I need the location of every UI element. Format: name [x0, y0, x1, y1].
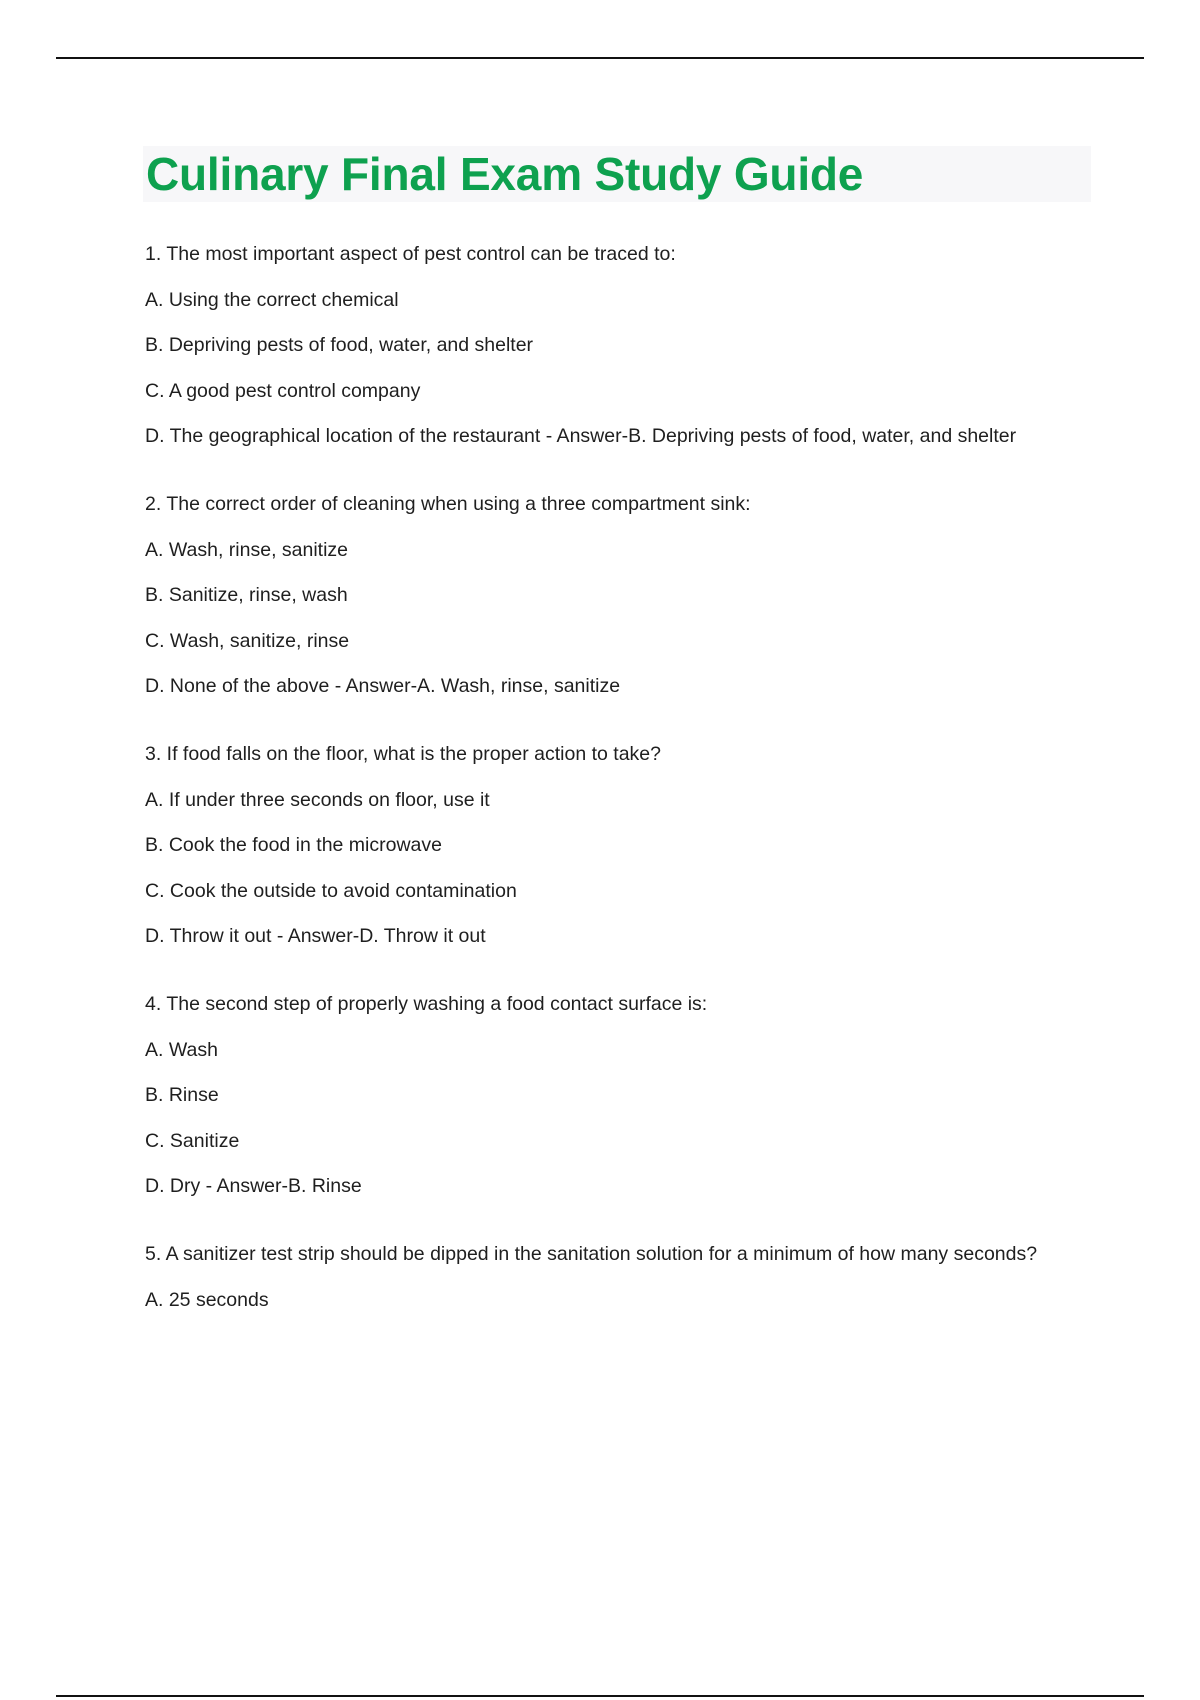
answer-option: A. If under three seconds on floor, use it	[145, 788, 490, 811]
answer-option: D. The geographical location of the restaurant - Answer-B. Depriving pests of food, water, and shelter	[145, 425, 1017, 447]
answer-option: A. Wash, rinse, sanitize	[145, 538, 349, 561]
answer-option: B. Depriving pests of food, water, and shelter	[145, 334, 534, 356]
question-prompt: 2. The correct order of cleaning when using a three compartment sink:	[145, 493, 751, 515]
bottom-rule	[56, 1695, 1144, 1697]
answer-option: B. Cook the food in the microwave	[145, 834, 442, 856]
question-1	[145, 243, 1145, 447]
answer-option: B. Sanitize, rinse, wash	[145, 584, 348, 606]
question-prompt: 5. A sanitizer test strip should be dipped in the sanitation solution for a minimum of how many seconds?	[145, 1243, 1038, 1265]
answer-option: C. A good pest control company	[145, 379, 421, 402]
answer-option: A. Wash	[145, 1038, 218, 1061]
top-rule	[56, 57, 1144, 59]
question-2	[145, 493, 1145, 697]
question-prompt: 4. The second step of properly washing a food contact surface is:	[145, 993, 708, 1015]
question-list	[145, 243, 1145, 1357]
answer-option: C. Sanitize	[145, 1129, 240, 1152]
question-prompt: 1. The most important aspect of pest control can be traced to:	[145, 243, 676, 265]
answer-option: A. Using the correct chemical	[145, 288, 399, 311]
answer-option: C. Wash, sanitize, rinse	[145, 629, 350, 652]
answer-option: D. Dry - Answer-B. Rinse	[145, 1175, 362, 1197]
question-3	[145, 743, 1145, 947]
question-4	[145, 993, 1145, 1197]
answer-option: B. Rinse	[145, 1084, 219, 1106]
question-prompt: 3. If food falls on the floor, what is the proper action to take?	[145, 743, 661, 765]
answer-option: D. Throw it out - Answer-D. Throw it out	[145, 925, 486, 947]
question-5	[145, 1243, 1145, 1311]
answer-option: A. 25 seconds	[145, 1288, 269, 1311]
document-title: Culinary Final Exam Study Guide	[146, 148, 864, 200]
answer-option: D. None of the above - Answer-A. Wash, rinse, sanitize	[145, 675, 621, 697]
answer-option: C. Cook the outside to avoid contamination	[145, 879, 517, 902]
